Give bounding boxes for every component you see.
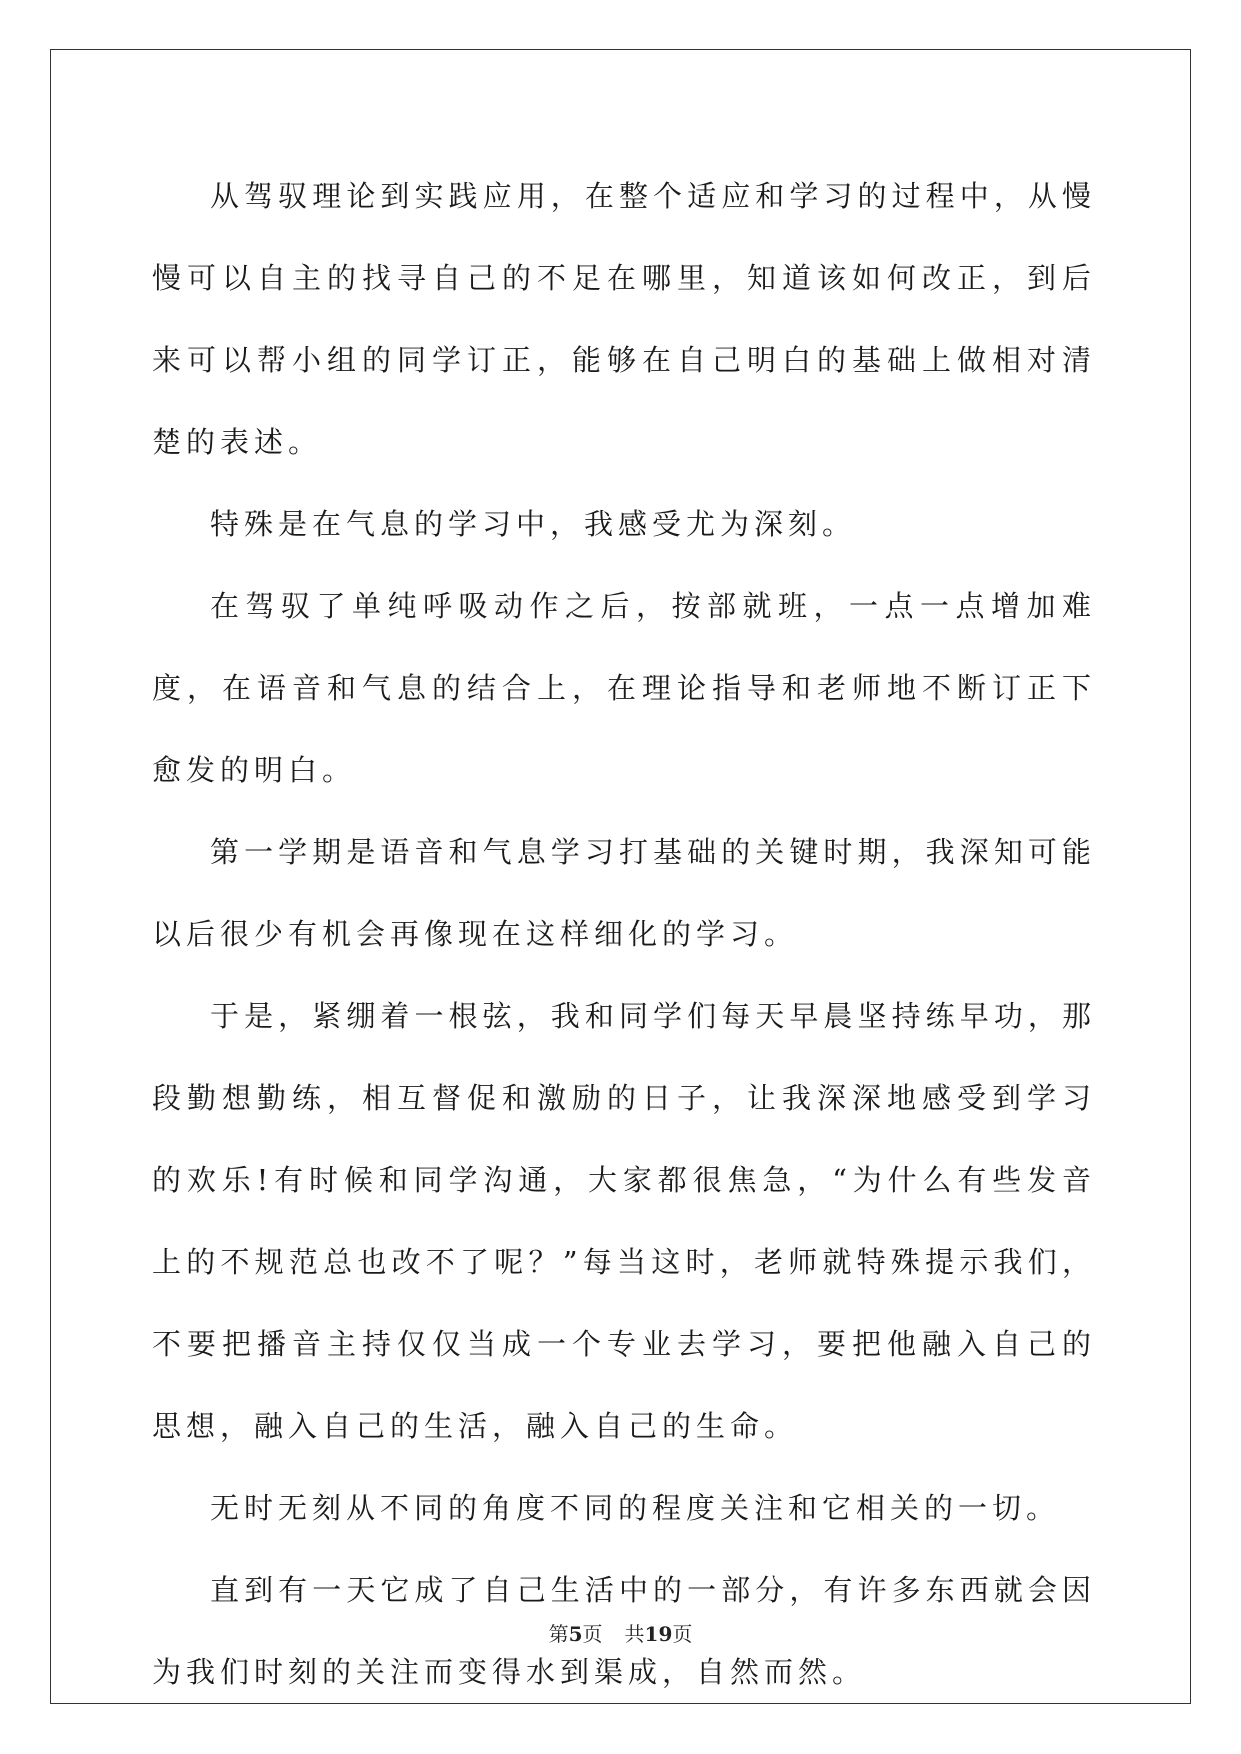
page-number-label (549, 1622, 603, 1646)
paragraph-5: 于是，紧绷着一根弦，我和同学们每天早晨坚持练早功，那段勤想勤练，相互督促和激励的日子，让我深深地感受到学习的欢乐!有时候和同学沟通，大家都很焦急，“为什么有些发音上的不规范总也改不了呢？”每当这时，老师就特殊提示我们，不要把播音主持仅仅当成一个专业去学习，要把他融入自己的思想，融入自己的生活，融入自己的生命。 (152, 999, 1096, 1443)
paragraph-1: 从驾驭理论到实践应用，在整个适应和学习的过程中，从慢慢可以自主的找寻自己的不足在哪里，知道该如何改正，到后来可以帮小组的同学订正，能够在自己明白的基础上做相对清楚的表述。 (152, 179, 1096, 459)
total-page-count: 19 (644, 1622, 673, 1646)
total-suffix: 页 (672, 1622, 693, 1646)
paragraph-3: 在驾驭了单纯呼吸动作之后，按部就班，一点一点增加难度，在语音和气息的结合上，在理论指导和老师地不断订正下愈发的明白。 (152, 589, 1096, 787)
page-footer (0, 1622, 1241, 1646)
page-prefix: 第 (548, 1622, 569, 1646)
total-prefix: 共 (624, 1622, 645, 1646)
current-page-number: 5 (568, 1622, 583, 1646)
document-body (152, 155, 1096, 1713)
total-pages-label (625, 1622, 693, 1646)
page-suffix: 页 (582, 1622, 603, 1646)
paragraph-7: 直到有一天它成了自己生活中的一部分，有许多东西就会因为我们时刻的关注而变得水到渠成，自然而然。 (152, 1573, 1096, 1689)
paragraph-4: 第一学期是语音和气息学习打基础的关键时期，我深知可能以后很少有机会再像现在这样细化的学习。 (152, 835, 1096, 951)
paragraph-6: 无时无刻从不同的角度不同的程度关注和它相关的一切。 (210, 1491, 1061, 1525)
paragraph-2: 特殊是在气息的学习中，我感受尤为深刻。 (210, 507, 857, 541)
